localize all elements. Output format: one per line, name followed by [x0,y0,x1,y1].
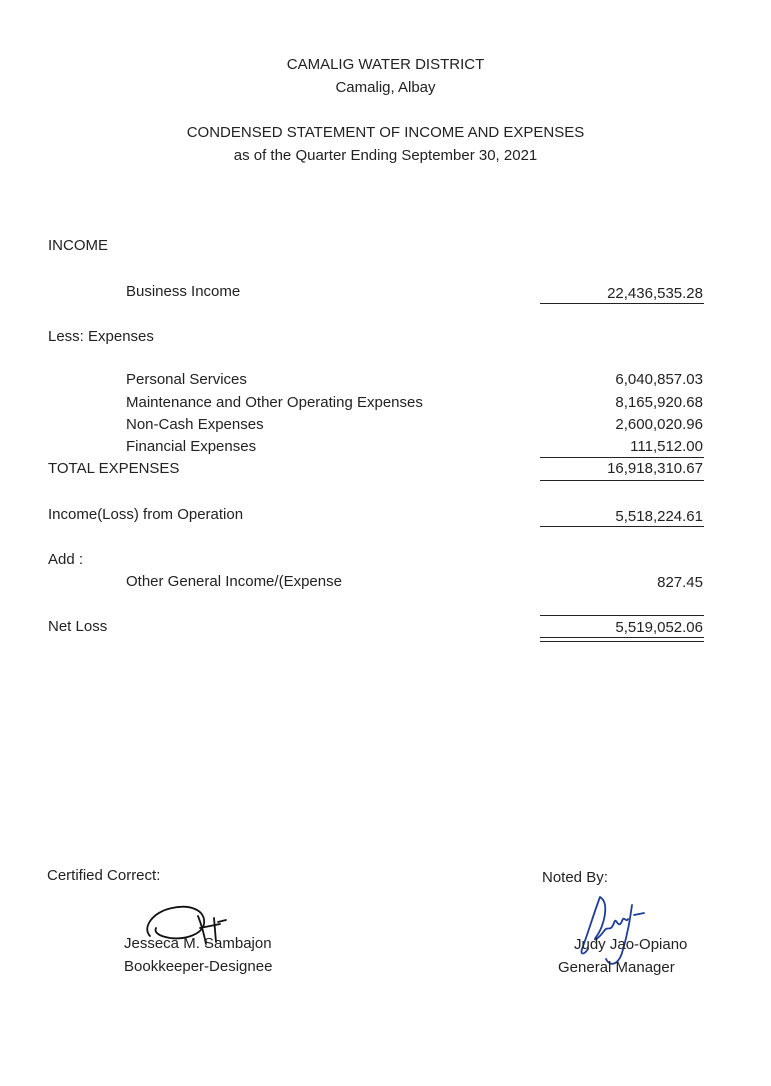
statement-period: as of the Quarter Ending September 30, 2021 [233,147,538,164]
expense-amount-mooe: 8,165,920.68 [615,394,703,411]
org-name: CAMALIG WATER DISTRICT [286,56,485,73]
noted-name: Judy Jao-Opiano [574,936,688,953]
statement-title: CONDENSED STATEMENT OF INCOME AND EXPENSES [186,124,585,141]
total-expenses-rule [540,480,704,481]
expense-label-financial: Financial Expenses [126,438,257,455]
net-double-rule-1 [540,637,704,638]
other-income-amount: 827.45 [657,574,703,591]
noted-title: General Manager [558,959,675,976]
total-expenses-label: TOTAL EXPENSES [48,460,180,477]
operation-label: Income(Loss) from Operation [48,506,244,523]
other-income-label: Other General Income/(Expense [126,573,342,590]
expense-label-non-cash: Non-Cash Expenses [126,416,264,433]
net-amount: 5,519,052.06 [615,619,703,636]
income-heading: INCOME [48,237,108,254]
expense-amount-personal-services: 6,040,857.03 [615,371,703,388]
business-income-amount: 22,436,535.28 [607,285,703,302]
expense-amount-non-cash: 2,600,020.96 [615,416,703,433]
expense-label-personal-services: Personal Services [126,371,247,388]
certified-label: Certified Correct: [47,867,161,884]
add-heading: Add : [48,551,84,568]
total-expenses-amount: 16,918,310.67 [607,460,703,477]
noted-label: Noted By: [542,869,608,886]
net-label: Net Loss [48,618,108,635]
expenses-heading: Less: Expenses [48,328,154,345]
expense-amount-financial: 111,512.00 [630,438,703,455]
net-top-rule [540,615,704,616]
net-double-rule-2 [540,641,704,642]
certified-name: Jesseca M. Sambajon [124,935,272,952]
business-income-label: Business Income [126,283,241,300]
certified-title: Bookkeeper-Designee [124,958,273,975]
org-location: Camalig, Albay [335,79,436,96]
expense-label-mooe: Maintenance and Other Operating Expenses [126,394,423,411]
business-income-rule [540,303,704,304]
operation-amount: 5,518,224.61 [615,508,703,525]
operation-rule [540,526,704,527]
expense-subtotal-rule [540,457,704,458]
